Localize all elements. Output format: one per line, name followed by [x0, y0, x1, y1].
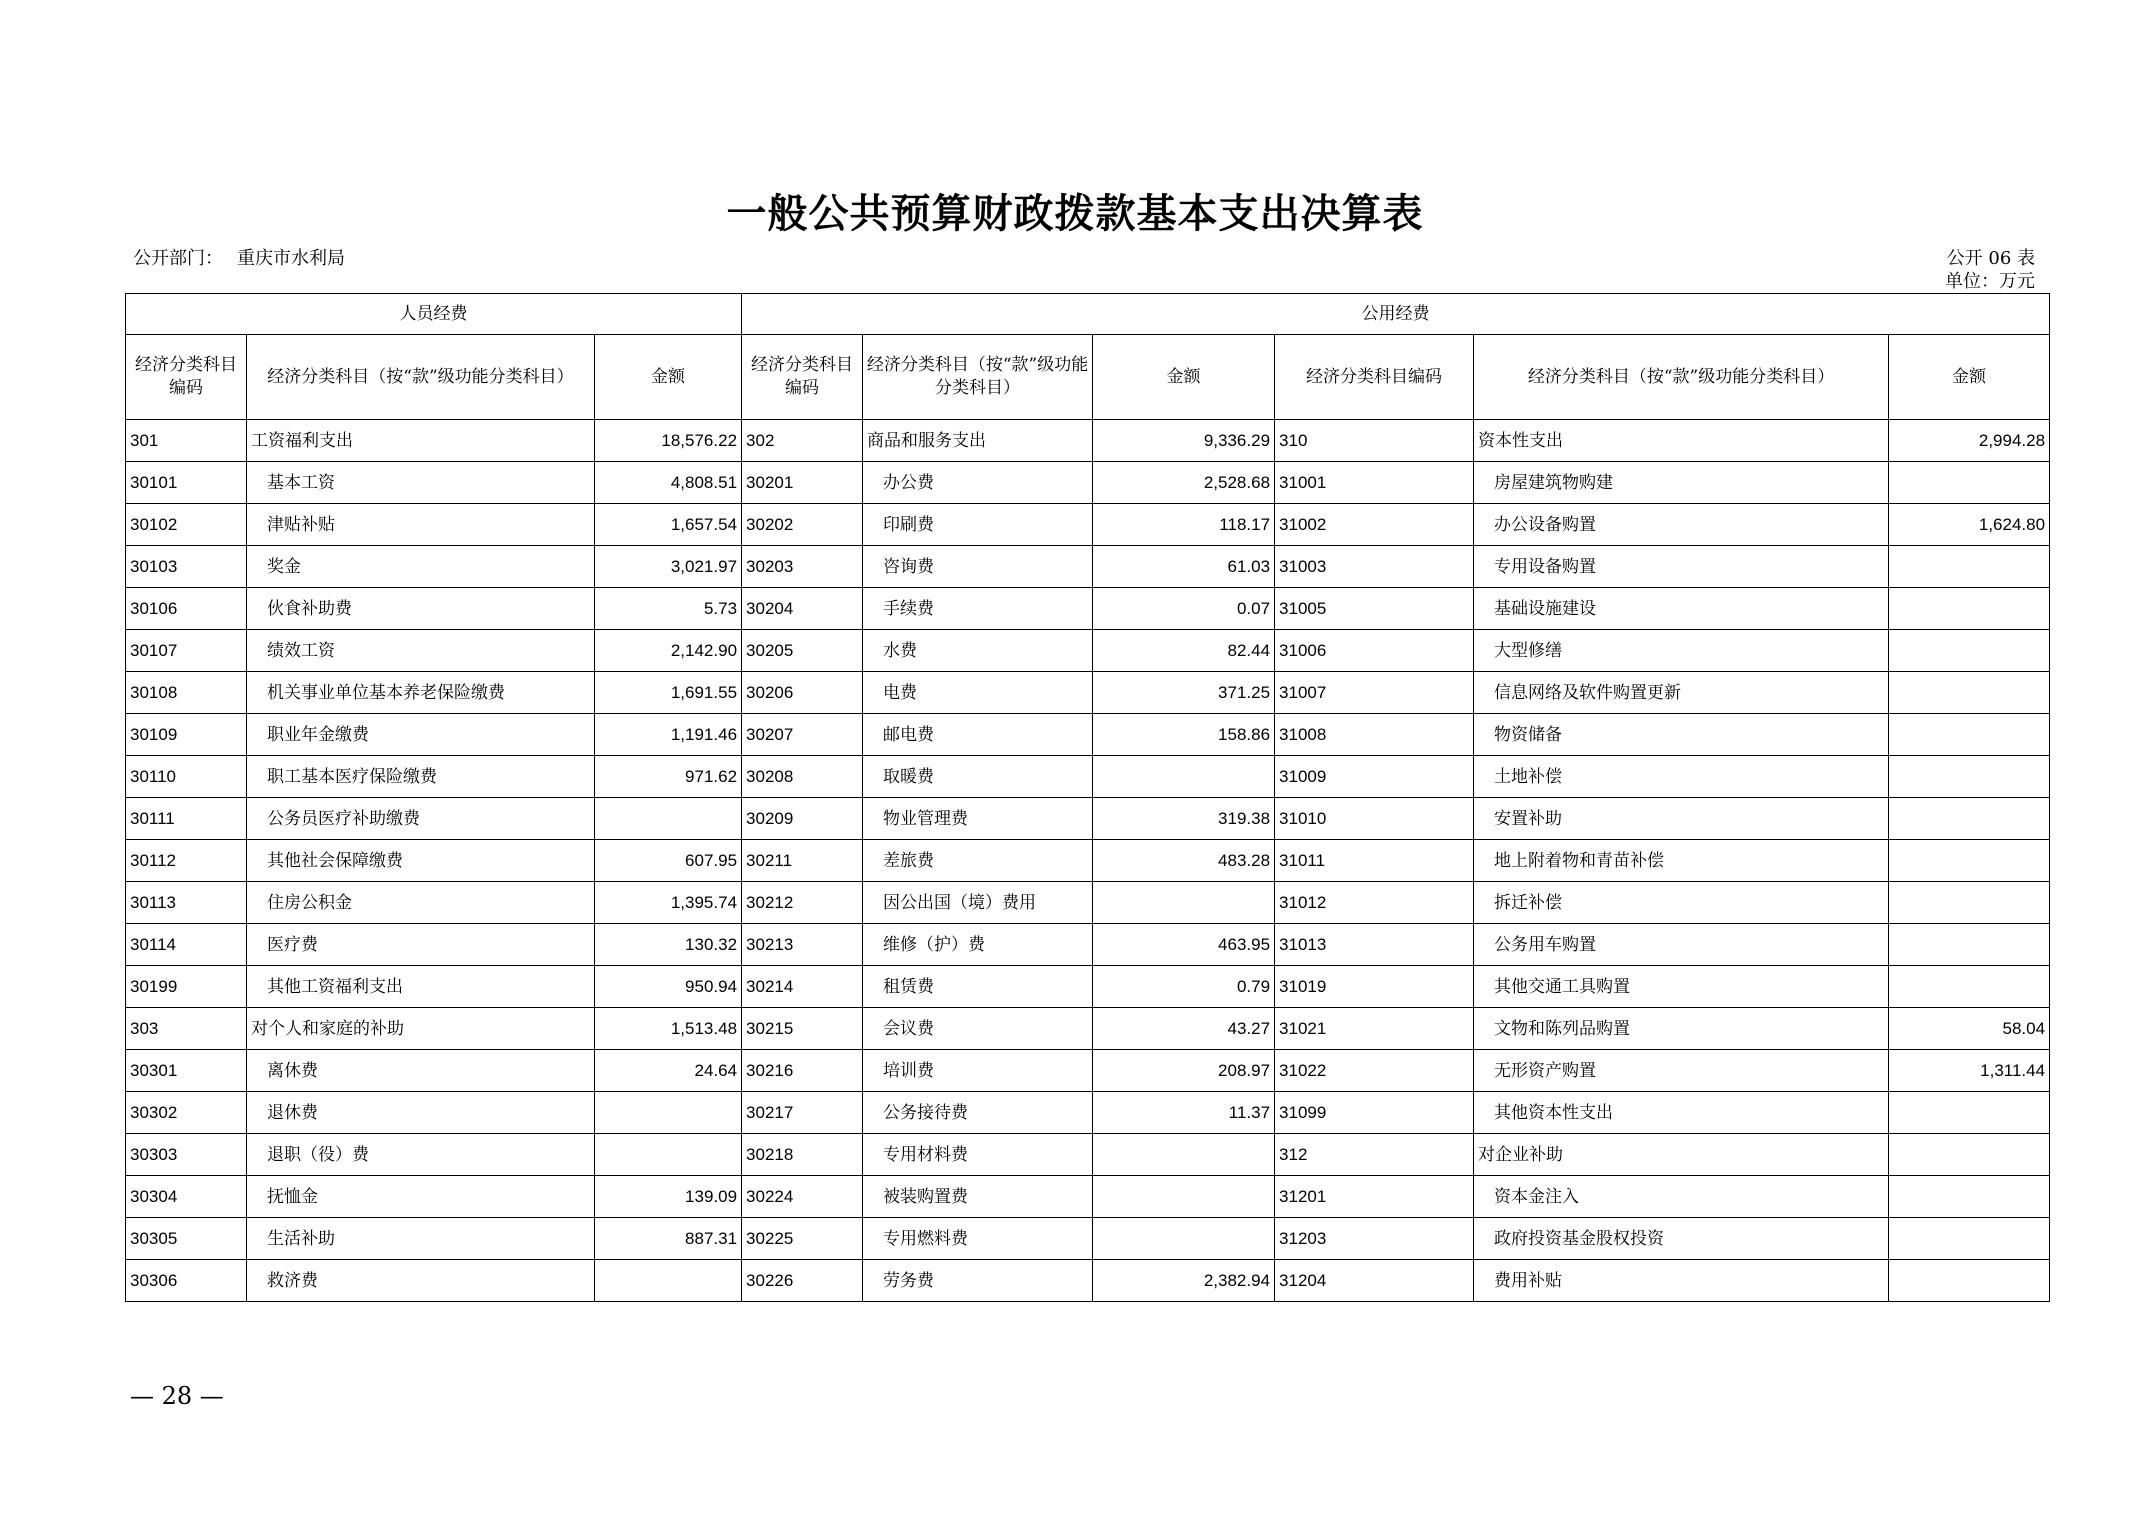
cell-name: 专用材料费: [863, 1134, 1093, 1176]
group-public: 公用经费: [742, 294, 2050, 335]
cell-name: 维修（护）费: [863, 924, 1093, 966]
cell-amount: [1889, 1092, 2050, 1134]
cell-name: 基本工资: [247, 462, 595, 504]
cell-name: 手续费: [863, 588, 1093, 630]
cell-name: 公务员医疗补助缴费: [247, 798, 595, 840]
cell-code: 31204: [1275, 1260, 1474, 1302]
cell-code: 31099: [1275, 1092, 1474, 1134]
cell-name: 文物和陈列品购置: [1474, 1008, 1889, 1050]
page-title: 一般公共预算财政拨款基本支出决算表: [726, 190, 1424, 237]
cell-amount: 1,395.74: [595, 882, 742, 924]
cell-code: 31009: [1275, 756, 1474, 798]
cell-name: 离休费: [247, 1050, 595, 1092]
cell-amount: 1,191.46: [595, 714, 742, 756]
department-name: 重庆市水利局: [237, 248, 345, 269]
cell-code: 310: [1275, 420, 1474, 462]
cell-code: 30201: [742, 462, 863, 504]
cell-amount: [1889, 966, 2050, 1008]
cell-name: 无形资产购置: [1474, 1050, 1889, 1092]
cell-amount: [1889, 672, 2050, 714]
cell-amount: 950.94: [595, 966, 742, 1008]
cell-name: 公务用车购置: [1474, 924, 1889, 966]
cell-amount: [1889, 1218, 2050, 1260]
header-code-2: 经济分类科目编码: [742, 335, 863, 420]
cell-name: 咨询费: [863, 546, 1093, 588]
cell-name: 住房公积金: [247, 882, 595, 924]
cell-amount: [1093, 1176, 1275, 1218]
cell-name: 对个人和家庭的补助: [247, 1008, 595, 1050]
cell-amount: [1889, 924, 2050, 966]
expenditure-table: [125, 293, 2050, 1302]
cell-code: 30202: [742, 504, 863, 546]
cell-code: 31006: [1275, 630, 1474, 672]
cell-name: 租赁费: [863, 966, 1093, 1008]
cell-name: 职业年金缴费: [247, 714, 595, 756]
cell-name: 取暖费: [863, 756, 1093, 798]
cell-amount: [1889, 882, 2050, 924]
cell-amount: 2,382.94: [1093, 1260, 1275, 1302]
cell-amount: [1889, 1176, 2050, 1218]
cell-code: 30206: [742, 672, 863, 714]
cell-name: 其他资本性支出: [1474, 1092, 1889, 1134]
cell-code: 30109: [126, 714, 247, 756]
cell-amount: 0.79: [1093, 966, 1275, 1008]
cell-code: 30226: [742, 1260, 863, 1302]
cell-amount: 58.04: [1889, 1008, 2050, 1050]
table-row: [126, 1050, 2050, 1092]
header-amount-2: 金额: [1093, 335, 1275, 420]
cell-amount: [595, 1260, 742, 1302]
cell-amount: [1889, 840, 2050, 882]
cell-name: 差旅费: [863, 840, 1093, 882]
cell-code: 30205: [742, 630, 863, 672]
cell-amount: 118.17: [1093, 504, 1275, 546]
cell-amount: 82.44: [1093, 630, 1275, 672]
cell-amount: 607.95: [595, 840, 742, 882]
cell-code: 30207: [742, 714, 863, 756]
cell-name: 救济费: [247, 1260, 595, 1302]
table-row: [126, 756, 2050, 798]
cell-name: 商品和服务支出: [863, 420, 1093, 462]
cell-name: 基础设施建设: [1474, 588, 1889, 630]
cell-amount: [1889, 630, 2050, 672]
cell-amount: [1889, 1260, 2050, 1302]
cell-code: 301: [126, 420, 247, 462]
cell-amount: 11.37: [1093, 1092, 1275, 1134]
header-name-2: 经济分类科目（按“款”级功能分类科目）: [863, 335, 1093, 420]
cell-amount: [1093, 882, 1275, 924]
cell-amount: 1,624.80: [1889, 504, 2050, 546]
cell-name: 其他社会保障缴费: [247, 840, 595, 882]
cell-code: 303: [126, 1008, 247, 1050]
table-row: [126, 546, 2050, 588]
cell-amount: [595, 1092, 742, 1134]
cell-name: 医疗费: [247, 924, 595, 966]
cell-name: 物资储备: [1474, 714, 1889, 756]
cell-name: 伙食补助费: [247, 588, 595, 630]
cell-code: 30204: [742, 588, 863, 630]
cell-amount: 1,311.44: [1889, 1050, 2050, 1092]
table-row: [126, 966, 2050, 1008]
cell-code: 31203: [1275, 1218, 1474, 1260]
cell-name: 地上附着物和青苗补偿: [1474, 840, 1889, 882]
form-number: 公开 06 表: [1946, 248, 2035, 269]
cell-code: 31010: [1275, 798, 1474, 840]
cell-name: 其他工资福利支出: [247, 966, 595, 1008]
cell-name: 生活补助: [247, 1218, 595, 1260]
cell-name: 奖金: [247, 546, 595, 588]
cell-amount: 1,657.54: [595, 504, 742, 546]
cell-name: 房屋建筑物购建: [1474, 462, 1889, 504]
cell-amount: 1,691.55: [595, 672, 742, 714]
cell-name: 印刷费: [863, 504, 1093, 546]
cell-name: 公务接待费: [863, 1092, 1093, 1134]
cell-code: 30217: [742, 1092, 863, 1134]
cell-name: 资本金注入: [1474, 1176, 1889, 1218]
column-header-row: [126, 335, 2050, 420]
cell-code: 31022: [1275, 1050, 1474, 1092]
table-row: [126, 630, 2050, 672]
cell-code: 30114: [126, 924, 247, 966]
cell-amount: 43.27: [1093, 1008, 1275, 1050]
header-amount-1: 金额: [595, 335, 742, 420]
cell-code: 30103: [126, 546, 247, 588]
cell-code: 312: [1275, 1134, 1474, 1176]
cell-code: 30303: [126, 1134, 247, 1176]
table-row: [126, 1092, 2050, 1134]
cell-code: 30102: [126, 504, 247, 546]
table-row: [126, 588, 2050, 630]
cell-code: 30113: [126, 882, 247, 924]
table-row: [126, 1218, 2050, 1260]
cell-name: 会议费: [863, 1008, 1093, 1050]
cell-amount: 9,336.29: [1093, 420, 1275, 462]
table-row: [126, 1008, 2050, 1050]
cell-name: 资本性支出: [1474, 420, 1889, 462]
cell-code: 30110: [126, 756, 247, 798]
unit-label: 单位：万元: [1945, 271, 2035, 292]
cell-amount: [1093, 756, 1275, 798]
group-personnel: 人员经费: [126, 294, 742, 335]
cell-code: 30224: [742, 1176, 863, 1218]
header-code-1: 经济分类科目编码: [126, 335, 247, 420]
cell-amount: [1889, 1134, 2050, 1176]
cell-name: 机关事业单位基本养老保险缴费: [247, 672, 595, 714]
cell-name: 退休费: [247, 1092, 595, 1134]
cell-name: 职工基本医疗保险缴费: [247, 756, 595, 798]
cell-name: 因公出国（境）费用: [863, 882, 1093, 924]
cell-amount: [595, 1134, 742, 1176]
cell-code: 30106: [126, 588, 247, 630]
cell-code: 31001: [1275, 462, 1474, 504]
cell-amount: 463.95: [1093, 924, 1275, 966]
cell-name: 其他交通工具购置: [1474, 966, 1889, 1008]
table-row: [126, 714, 2050, 756]
cell-code: 31011: [1275, 840, 1474, 882]
cell-amount: 483.28: [1093, 840, 1275, 882]
cell-code: 30225: [742, 1218, 863, 1260]
cell-code: 31005: [1275, 588, 1474, 630]
cell-name: 被装购置费: [863, 1176, 1093, 1218]
cell-amount: [1889, 462, 2050, 504]
cell-amount: [1889, 588, 2050, 630]
table-row: [126, 1134, 2050, 1176]
cell-name: 水费: [863, 630, 1093, 672]
cell-code: 31008: [1275, 714, 1474, 756]
cell-amount: [595, 798, 742, 840]
header-code-3: 经济分类科目编码: [1275, 335, 1474, 420]
cell-name: 信息网络及软件购置更新: [1474, 672, 1889, 714]
table-row: [126, 1260, 2050, 1302]
cell-code: 30101: [126, 462, 247, 504]
cell-amount: [1889, 714, 2050, 756]
cell-code: 30212: [742, 882, 863, 924]
cell-code: 31019: [1275, 966, 1474, 1008]
table-row: [126, 462, 2050, 504]
cell-name: 办公设备购置: [1474, 504, 1889, 546]
cell-code: 30209: [742, 798, 863, 840]
table-row: [126, 882, 2050, 924]
cell-code: 31021: [1275, 1008, 1474, 1050]
cell-name: 劳务费: [863, 1260, 1093, 1302]
cell-amount: [1889, 798, 2050, 840]
cell-name: 培训费: [863, 1050, 1093, 1092]
cell-code: 31007: [1275, 672, 1474, 714]
table-row: [126, 798, 2050, 840]
cell-name: 抚恤金: [247, 1176, 595, 1218]
cell-amount: 4,808.51: [595, 462, 742, 504]
table-row: [126, 672, 2050, 714]
cell-name: 津贴补贴: [247, 504, 595, 546]
cell-code: 31002: [1275, 504, 1474, 546]
department-label: 公开部门：: [133, 248, 223, 269]
cell-code: 30306: [126, 1260, 247, 1302]
cell-amount: [1093, 1218, 1275, 1260]
cell-amount: 887.31: [595, 1218, 742, 1260]
cell-name: 退职（役）费: [247, 1134, 595, 1176]
cell-name: 土地补偿: [1474, 756, 1889, 798]
cell-code: 30203: [742, 546, 863, 588]
cell-code: 30213: [742, 924, 863, 966]
cell-name: 物业管理费: [863, 798, 1093, 840]
department-line: [133, 244, 345, 270]
cell-name: 电费: [863, 672, 1093, 714]
header-name-3: 经济分类科目（按“款”级功能分类科目）: [1474, 335, 1889, 420]
cell-code: 30107: [126, 630, 247, 672]
cell-amount: 208.97: [1093, 1050, 1275, 1092]
cell-amount: 139.09: [595, 1176, 742, 1218]
header-name-1: 经济分类科目（按“款”级功能分类科目）: [247, 335, 595, 420]
cell-code: 302: [742, 420, 863, 462]
cell-amount: 371.25: [1093, 672, 1275, 714]
cell-name: 工资福利支出: [247, 420, 595, 462]
cell-amount: 971.62: [595, 756, 742, 798]
cell-code: 31201: [1275, 1176, 1474, 1218]
cell-code: 30218: [742, 1134, 863, 1176]
cell-amount: 319.38: [1093, 798, 1275, 840]
header-amount-3: 金额: [1889, 335, 2050, 420]
cell-name: 对企业补助: [1474, 1134, 1889, 1176]
cell-amount: 158.86: [1093, 714, 1275, 756]
cell-amount: 2,142.90: [595, 630, 742, 672]
cell-amount: [1093, 1134, 1275, 1176]
cell-amount: 18,576.22: [595, 420, 742, 462]
cell-name: 政府投资基金股权投资: [1474, 1218, 1889, 1260]
cell-code: 30216: [742, 1050, 863, 1092]
cell-name: 绩效工资: [247, 630, 595, 672]
cell-code: 30112: [126, 840, 247, 882]
cell-code: 31012: [1275, 882, 1474, 924]
cell-name: 办公费: [863, 462, 1093, 504]
cell-amount: [1889, 546, 2050, 588]
cell-code: 30305: [126, 1218, 247, 1260]
cell-amount: 0.07: [1093, 588, 1275, 630]
cell-code: 31003: [1275, 546, 1474, 588]
cell-code: 30199: [126, 966, 247, 1008]
cell-name: 邮电费: [863, 714, 1093, 756]
cell-amount: 5.73: [595, 588, 742, 630]
cell-code: 30214: [742, 966, 863, 1008]
cell-code: 30208: [742, 756, 863, 798]
page-number: — 28 —: [130, 1382, 224, 1410]
table-row: [126, 504, 2050, 546]
table-row: [126, 1176, 2050, 1218]
cell-amount: [1889, 756, 2050, 798]
cell-name: 费用补贴: [1474, 1260, 1889, 1302]
cell-amount: 1,513.48: [595, 1008, 742, 1050]
cell-amount: 24.64: [595, 1050, 742, 1092]
group-header-row: [126, 294, 2050, 335]
cell-amount: 2,994.28: [1889, 420, 2050, 462]
cell-amount: 61.03: [1093, 546, 1275, 588]
cell-code: 30215: [742, 1008, 863, 1050]
cell-code: 30304: [126, 1176, 247, 1218]
cell-name: 专用燃料费: [863, 1218, 1093, 1260]
cell-amount: 130.32: [595, 924, 742, 966]
cell-code: 30108: [126, 672, 247, 714]
cell-code: 30301: [126, 1050, 247, 1092]
table-row: [126, 420, 2050, 462]
cell-name: 专用设备购置: [1474, 546, 1889, 588]
table-row: [126, 924, 2050, 966]
cell-name: 拆迁补偿: [1474, 882, 1889, 924]
cell-name: 安置补助: [1474, 798, 1889, 840]
cell-name: 大型修缮: [1474, 630, 1889, 672]
cell-code: 31013: [1275, 924, 1474, 966]
cell-code: 30111: [126, 798, 247, 840]
cell-amount: 2,528.68: [1093, 462, 1275, 504]
cell-code: 30302: [126, 1092, 247, 1134]
table-row: [126, 840, 2050, 882]
cell-code: 30211: [742, 840, 863, 882]
cell-amount: 3,021.97: [595, 546, 742, 588]
